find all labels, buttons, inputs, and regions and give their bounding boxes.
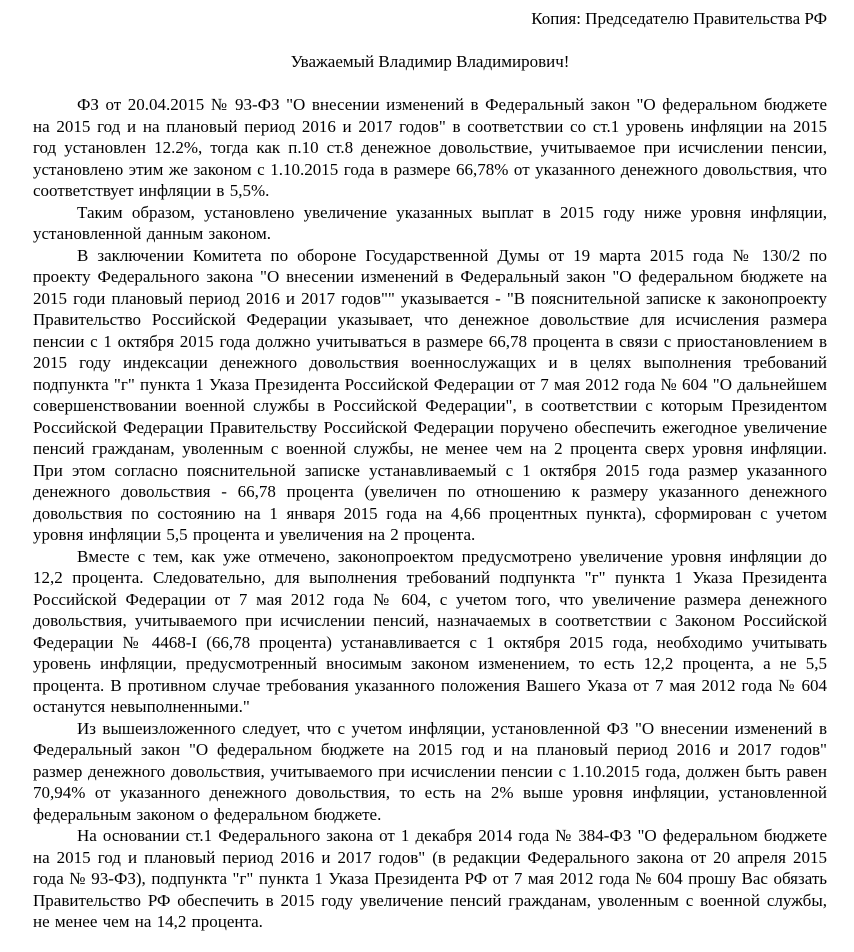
paragraph-2: Таким образом, установлено увеличение указанных выплат в 2015 году ниже уровня инфляции, установленной данным законом.: [33, 202, 827, 243]
paragraph-1: ФЗ от 20.04.2015 № 93-ФЗ "О внесении изменений в Федеральный закон "О федеральном бюджете на 2015 год и на плановый период 2016 и 2017 годов" в соответствии со ст.1 уровень инфляции на 2015 год установлен 12.2%, тогда как п.10 ст.8 денежное довольствие, учитываемое при исчислении пенсии, установлено этим же законом с 1.10.2015 года в размере 66,78% от указанного денежного довольствия, что соответствует инфляции в 5,5%.: [33, 95, 827, 200]
paragraph-6: На основании ст.1 Федерального закона от 1 декабря 2014 года № 384-ФЗ "О федеральном бюджете на 2015 год и плановый период 2016 и 2017 годов" (в редакции Федерального закона от 20 апреля 2015 года № 93-ФЗ), подпункта "г" пункта 1 Указа Президента РФ от 7 мая 2012 года № 604 прошу Вас обязать Правительство РФ обеспечить в 2015 году увеличение пенсий гражданам, уволенным с военной службы, не менее чем на 14,2 процента.: [33, 826, 827, 931]
paragraph-4: Вместе с тем, как уже отмечено, законопроектом предусмотрено увеличение уровня инфляции до 12,2 процента. Следовательно, для выполнения требований подпункта "г" пункта 1 Указа Президента Российской Федерации от 7 мая 2012 года № 604, с учетом того, что увеличение размера денежного довольствия, учитываемого при исчислении пенсий, назначаемых в соответствии с Законом Российской Федерации № 4468-I (66,78 процента) устанавливается с 1 октября 2015 года, необходимо учитывать уровень инфляции, предусмотренный вносимым законом изменением, то есть 12,2 процента, а не 5,5 процента. В противном случае требования указанного положения Вашего Указа от 7 мая 2012 года № 604 останутся невыполненными.": [33, 546, 827, 716]
paragraph-3: В заключении Комитета по обороне Государственной Думы от 19 марта 2015 года № 130/2 по проекту Федерального закона "О внесении изменений в Федеральный закон "О федеральном бюджете на 2015 годи плановый период 2016 и 2017 годов"" указывается - "В пояснительной записке к законопроекту Правительство Российской Федерации указывает, что денежное довольствие для исчисления размера пенсии с 1 октября 2015 года должно учитываться в размере 66,78 процента в связи с приостановлением в 2015 году индексации денежного довольствия военнослужащих и в целях выполнения требований подпункта "г" пункта 1 Указа Президента Российской Федерации от 7 мая 2012 года № 604 "О дальнейшем совершенствовании военной службы в Российской Федерации", в соответствии с которым Президентом Российской Федерации Правительству Российской Федерации поручено обеспечить ежегодное увеличение пенсий гражданам, уволенным с военной службы, не менее чем на 2 процента сверх уровня инфляции. При этом согласно пояснительной записке устанавливаемый с 1 октября 2015 года размер указанного денежного довольствия - 66,78 процента (увеличен по отношению к размеру указанного денежного довольствия по состоянию на 1 января 2015 года на 4,66 процентных пункта), сформирован с учетом уровня инфляции 5,5 процента и увеличения на 2 процента.: [33, 245, 827, 544]
copy-recipient-line: Копия: Председателю Правительства РФ: [531, 9, 827, 28]
paragraph-5: Из вышеизложенного следует, что с учетом инфляции, установленной ФЗ "О внесении изменений в Федеральный закон "О федеральном бюджете на 2015 год и на плановый период 2016 и 2017 годов" размер денежного довольствия, учитываемого при исчислении пенсии с 1.10.2015 года, должен быть равен 70,94% от указанного денежного довольствия, то есть на 2% выше уровня инфляции, установленной федеральным законом о федеральном бюджете.: [33, 718, 827, 824]
letter-body: [33, 94, 827, 933]
salutation: Уважаемый Владимир Владимирович!: [290, 52, 570, 71]
